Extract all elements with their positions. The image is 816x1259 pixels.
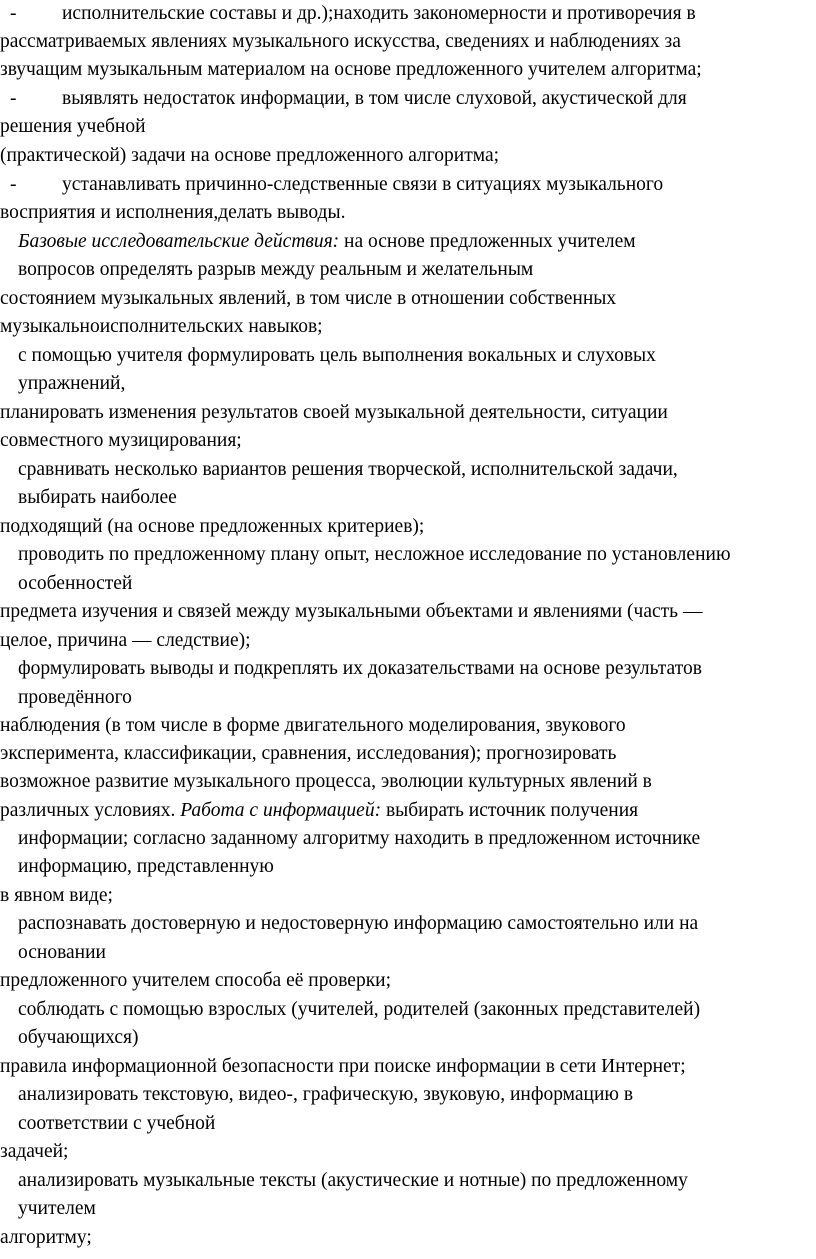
text-line: проводить по предложенному плану опыт, несложное исследование по установлению [18, 544, 731, 565]
text-line: исполнительские составы и др.);находить закономерности и противоречия в [62, 3, 696, 24]
text-line: вопросов определять разрыв между реальным и желательным [18, 259, 534, 280]
text-line: алгоритму; [0, 1227, 92, 1248]
text-fragment: на основе предложенных учителем [339, 231, 636, 252]
text-line: рассматриваемых явлениях музыкального искусства, сведениях и наблюдениях за [0, 31, 681, 52]
text-line: анализировать текстовую, видео-, графическую, звуковую, информацию в [18, 1084, 634, 1105]
section-heading-italic: Базовые исследовательские действия: [18, 231, 340, 252]
text-line: музыкальноисполнительских навыков; [0, 316, 323, 337]
text-line: правила информационной безопасности при поиске информации в сети Интернет; [0, 1056, 686, 1077]
text-line: информацию, представленную [18, 856, 274, 877]
text-line: совместного музицирования; [0, 430, 242, 451]
text-line: анализировать музыкальные тексты (акустические и нотные) по предложенному [18, 1170, 688, 1191]
text-line: соблюдать с помощью взрослых (учителей, родителей (законных представителей) [18, 999, 701, 1020]
bullet-dash: - [10, 174, 17, 195]
text-fragment: выбирать источник получения [381, 800, 639, 821]
text-line: выбирать наиболее [18, 487, 177, 508]
text-line: наблюдения (в том числе в форме двигательного моделирования, звукового [0, 715, 626, 736]
bullet-dash: - [10, 3, 17, 24]
text-line: (практической) задачи на основе предложенного алгоритма; [0, 145, 500, 166]
text-line: решения учебной [0, 116, 146, 137]
section-heading-italic: Работа с информацией: [180, 800, 382, 821]
text-line: восприятия и исполнения,делать выводы. [0, 202, 346, 223]
text-line: упражнений, [18, 373, 126, 394]
text-line: возможное развитие музыкального процесса, эволюции культурных явлений в [0, 771, 652, 792]
text-line: основании [18, 942, 106, 963]
bullet-dash: - [10, 88, 17, 109]
text-line: особенностей [18, 573, 133, 594]
text-line: устанавливать причинно-следственные связи в ситуациях музыкального [62, 174, 664, 195]
text-line [0, 799, 638, 823]
text-line: с помощью учителя формулировать цель выполнения вокальных и слуховых [18, 345, 656, 366]
text-line: предмета изучения и связей между музыкальными объектами и явлениями (часть — [0, 601, 703, 622]
text-line: эксперимента, классификации, сравнения, исследования); прогнозировать [0, 743, 617, 764]
text-line: учителем [18, 1198, 96, 1219]
text-fragment: различных условиях. [0, 800, 181, 821]
text-line: задачей; [0, 1141, 69, 1162]
text-line: состоянием музыкальных явлений, в том числе в отношении собственных [0, 288, 617, 309]
text-line: предложенного учителем способа её проверки; [0, 970, 392, 991]
text-line: проведённого [18, 687, 132, 708]
text-line [18, 230, 636, 254]
text-line: сравнивать несколько вариантов решения творческой, исполнительской задачи, [18, 459, 678, 480]
text-line: информации; согласно заданному алгоритму находить в предложенном источнике [18, 828, 701, 849]
text-line: обучающихся) [18, 1027, 139, 1048]
text-line: распознавать достоверную и недостоверную информацию самостоятельно или на [18, 913, 699, 934]
text-line: формулировать выводы и подкреплять их доказательствами на основе результатов [18, 658, 702, 679]
text-line: в явном виде; [0, 885, 113, 906]
text-line: планировать изменения результатов своей музыкальной деятельности, ситуации [0, 402, 668, 423]
text-line: подходящий (на основе предложенных критериев); [0, 516, 425, 537]
text-line: целое, причина — следствие); [0, 630, 251, 651]
text-line: соответствии с учебной [18, 1113, 216, 1134]
text-line: звучащим музыкальным материалом на основе предложенного учителем алгоритма; [0, 59, 702, 80]
text-line: выявлять недостаток информации, в том числе слуховой, акустической для [62, 88, 687, 109]
